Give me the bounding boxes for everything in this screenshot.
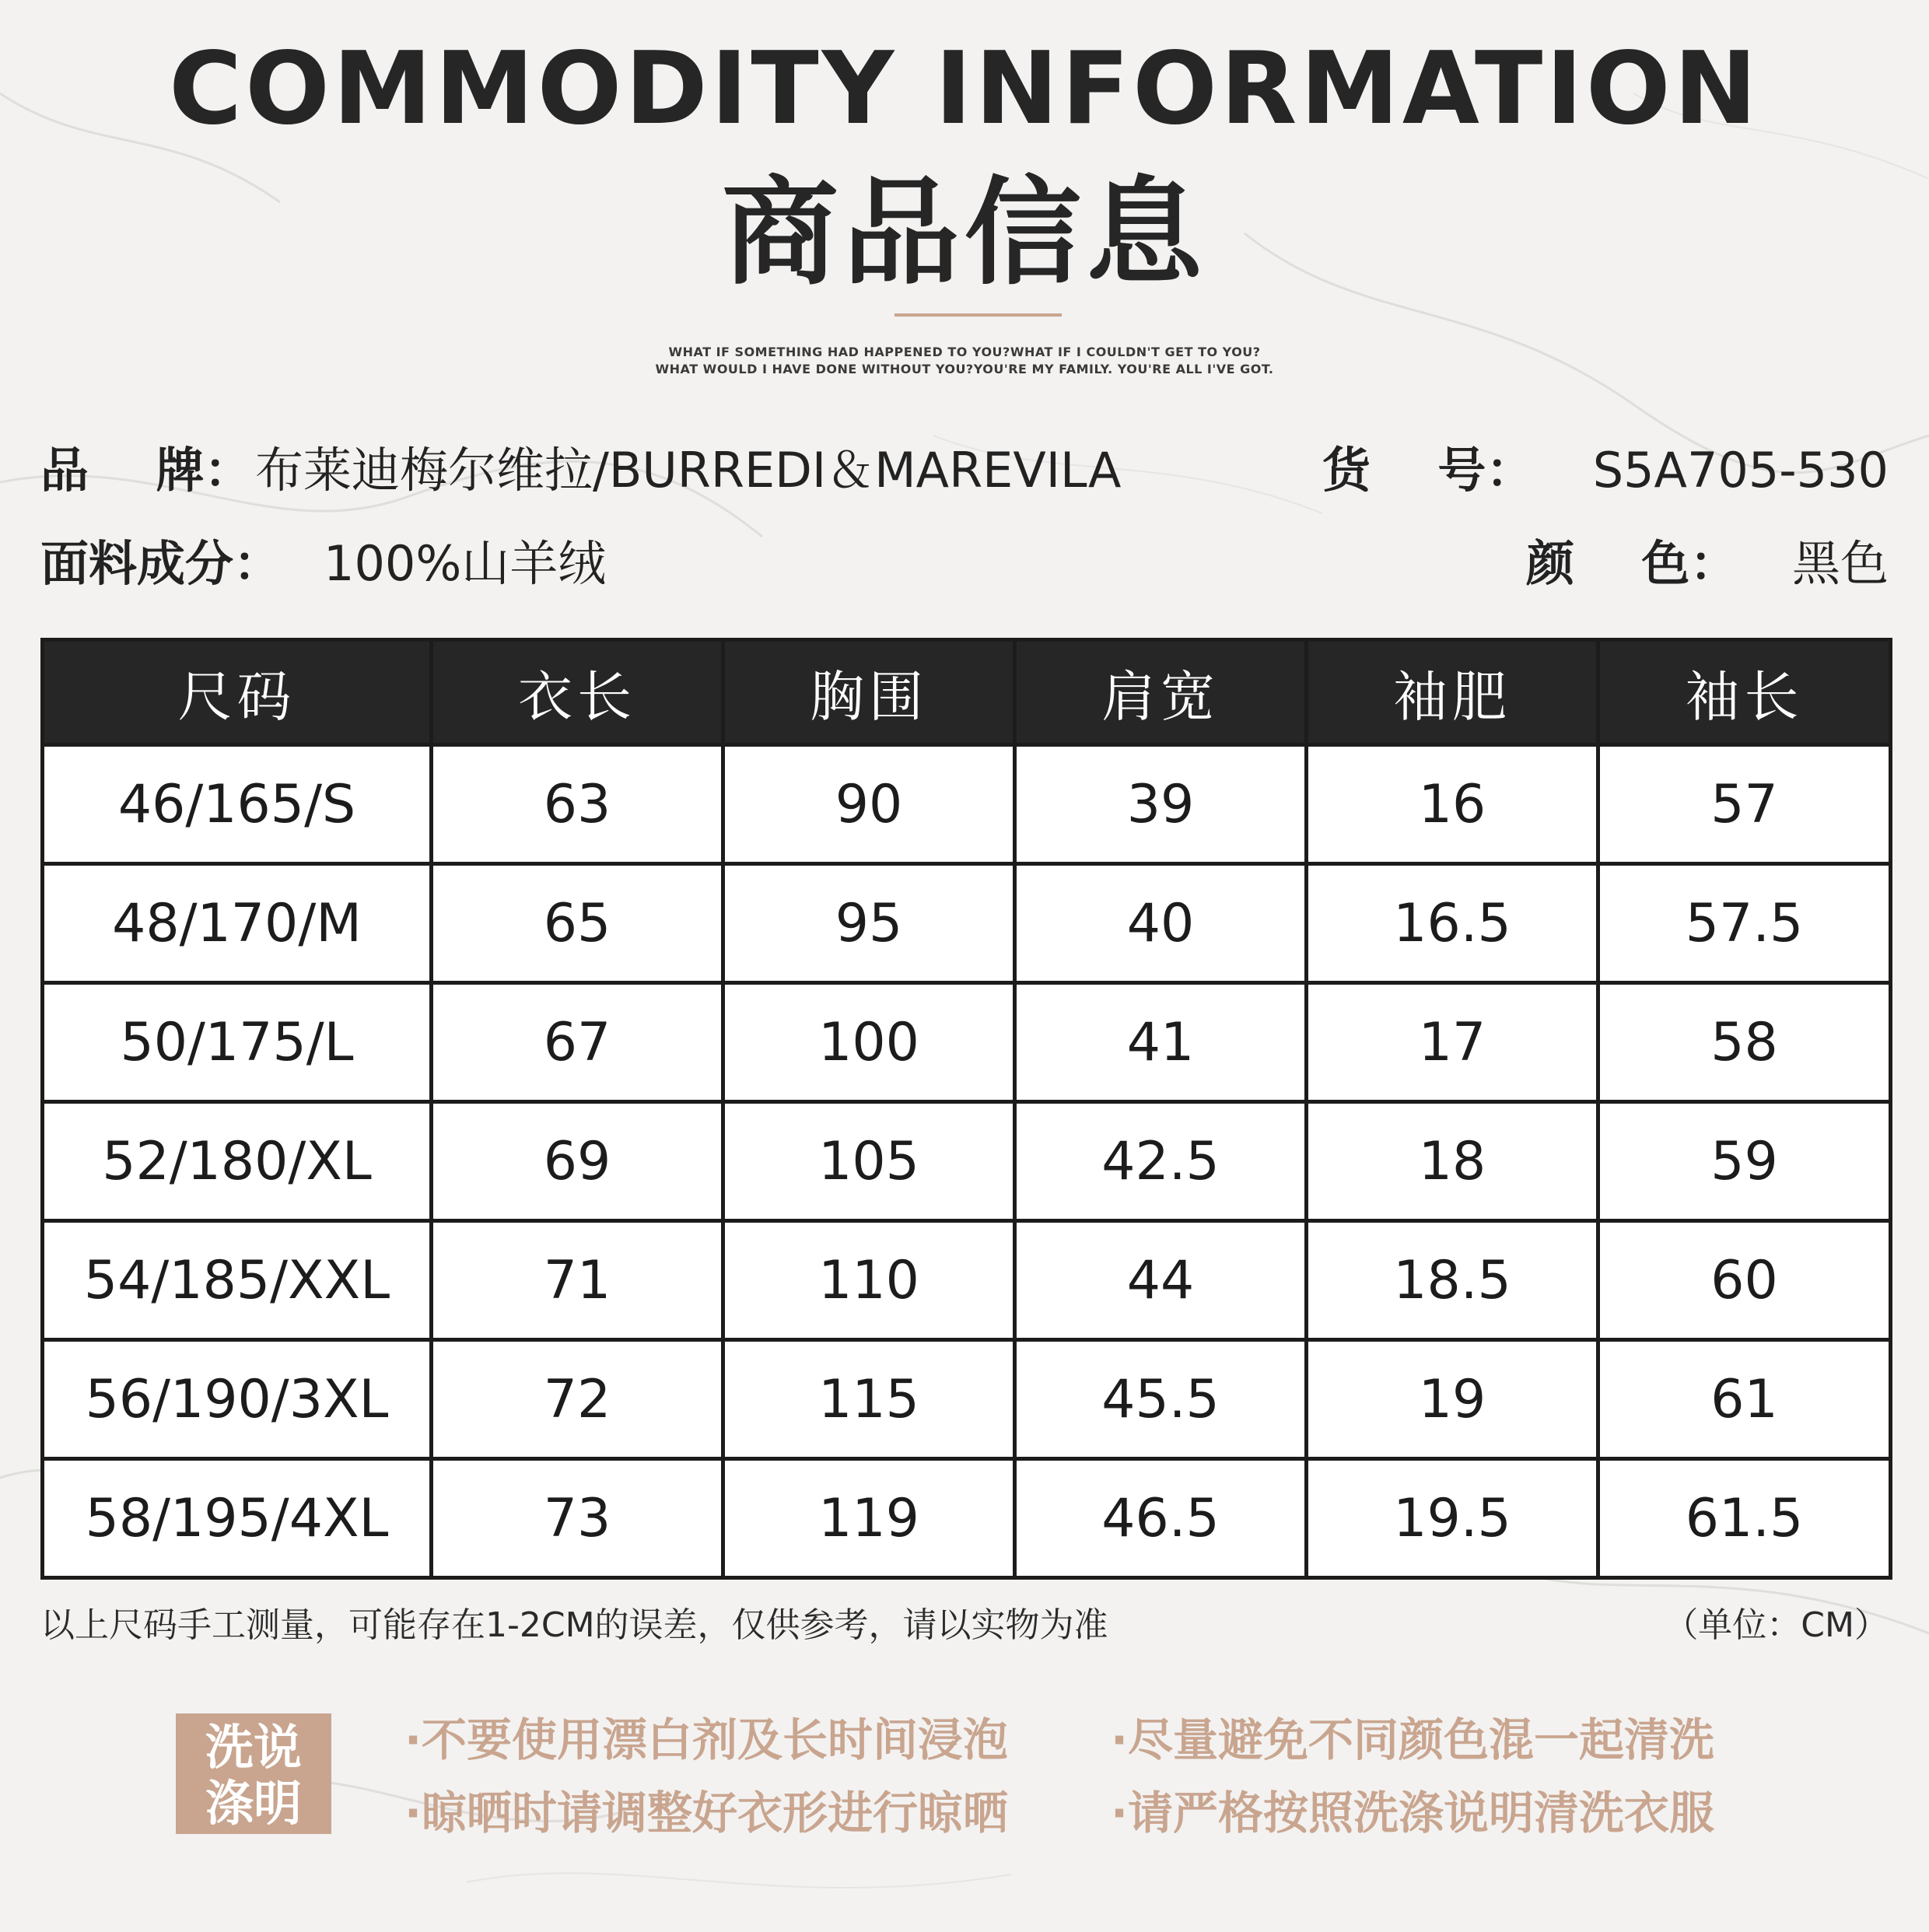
table-cell: 57.5 — [1598, 864, 1891, 983]
table-cell: 119 — [723, 1459, 1015, 1578]
table-cell: 61 — [1598, 1340, 1891, 1459]
table-row — [43, 745, 1891, 864]
title-divider — [894, 313, 1062, 317]
table-header-row — [43, 640, 1891, 745]
table-cell: 16 — [1307, 745, 1598, 864]
table-cell: 95 — [723, 864, 1015, 983]
table-cell: 73 — [432, 1459, 723, 1578]
wash-item-no-bleach: ·不要使用漂白剂及长时间浸泡 — [404, 1713, 1009, 1766]
table-cell: 57 — [1598, 745, 1891, 864]
table-cell: 46.5 — [1015, 1459, 1307, 1578]
table-cell: 105 — [723, 1102, 1015, 1221]
table-cell: 39 — [1015, 745, 1307, 864]
header-sleeve-width: 袖肥 — [1307, 640, 1598, 745]
measurement-note: 以上尺码手工测量，可能存在1-2CM的误差，仅供参考，请以实物为准 — [40, 1605, 1108, 1645]
table-row — [43, 1221, 1891, 1340]
color-value: 黑色 — [1791, 535, 1889, 592]
header-sleeve-length: 袖长 — [1598, 640, 1891, 745]
quote-line-1: WHAT IF SOMETHING HAD HAPPENED TO YOU?WHAT IF I COULDN'T GET TO YOU? — [668, 345, 1261, 359]
wash-item-follow-instructions: ·请严格按照洗涤说明清洗衣服 — [1111, 1787, 1715, 1839]
table-cell: 46/165/S — [43, 745, 432, 864]
unit-note: （单位：CM） — [1664, 1605, 1889, 1645]
brand-value: 布莱迪梅尔维拉/BURREDI＆MAREVILA — [255, 442, 1122, 499]
table-cell: 16.5 — [1307, 864, 1598, 983]
table-cell: 52/180/XL — [43, 1102, 432, 1221]
table-cell: 45.5 — [1015, 1340, 1307, 1459]
table-cell: 90 — [723, 745, 1015, 864]
table-row — [43, 983, 1891, 1102]
table-cell: 18.5 — [1307, 1221, 1598, 1340]
wash-item-separate-colors: ·尽量避免不同颜色混一起清洗 — [1111, 1713, 1715, 1766]
table-cell: 41 — [1015, 983, 1307, 1102]
color-label: 颜 色： — [1526, 535, 1738, 592]
wash-badge-line-1: 洗说 — [205, 1719, 302, 1776]
fabric-label: 面料成分： — [40, 535, 282, 592]
table-cell: 60 — [1598, 1221, 1891, 1340]
table-cell: 50/175/L — [43, 983, 432, 1102]
title-chinese: 商品信息 — [721, 166, 1207, 301]
table-cell: 61.5 — [1598, 1459, 1891, 1578]
table-row — [43, 864, 1891, 983]
table-cell: 100 — [723, 983, 1015, 1102]
header-size: 尺码 — [43, 640, 432, 745]
table-cell: 71 — [432, 1221, 723, 1340]
size-table — [40, 638, 1892, 1580]
table-cell: 19 — [1307, 1340, 1598, 1459]
info-row-brand — [40, 439, 1889, 502]
table-cell: 44 — [1015, 1221, 1307, 1340]
table-cell: 63 — [432, 745, 723, 864]
table-cell: 48/170/M — [43, 864, 432, 983]
table-cell: 72 — [432, 1340, 723, 1459]
table-cell: 19.5 — [1307, 1459, 1598, 1578]
table-cell: 65 — [432, 864, 723, 983]
brand-label: 品 牌： — [40, 442, 253, 499]
sku-value: S5A705-530 — [1592, 442, 1889, 499]
sku-label: 货 号： — [1322, 442, 1535, 499]
table-cell: 56/190/3XL — [43, 1340, 432, 1459]
header-shoulder: 肩宽 — [1015, 640, 1307, 745]
table-cell: 69 — [432, 1102, 723, 1221]
table-row — [43, 1102, 1891, 1221]
quote-line-2: WHAT WOULD I HAVE DONE WITHOUT YOU?YOU'RE MY FAMILY. YOU'RE ALL I'VE GOT. — [655, 362, 1274, 376]
fabric-value: 100%山羊绒 — [324, 535, 607, 592]
table-cell: 54/185/XXL — [43, 1221, 432, 1340]
table-cell: 40 — [1015, 864, 1307, 983]
header-chest: 胸围 — [723, 640, 1015, 745]
table-cell: 115 — [723, 1340, 1015, 1459]
title-english: COMMODITY INFORMATION — [169, 31, 1760, 147]
table-cell: 59 — [1598, 1102, 1891, 1221]
header-length: 衣长 — [432, 640, 723, 745]
table-cell: 110 — [723, 1221, 1015, 1340]
table-cell: 17 — [1307, 983, 1598, 1102]
table-cell: 67 — [432, 983, 723, 1102]
table-row — [43, 1340, 1891, 1459]
wash-instructions-badge — [176, 1713, 331, 1834]
table-row — [43, 1459, 1891, 1578]
table-cell: 58 — [1598, 983, 1891, 1102]
wash-badge-line-2: 涤明 — [205, 1775, 302, 1832]
table-cell: 18 — [1307, 1102, 1598, 1221]
quote-text — [0, 344, 1929, 378]
info-row-fabric — [40, 533, 1889, 595]
wash-item-drying: ·晾晒时请调整好衣形进行晾晒 — [404, 1787, 1009, 1839]
table-cell: 42.5 — [1015, 1102, 1307, 1221]
table-cell: 58/195/4XL — [43, 1459, 432, 1578]
